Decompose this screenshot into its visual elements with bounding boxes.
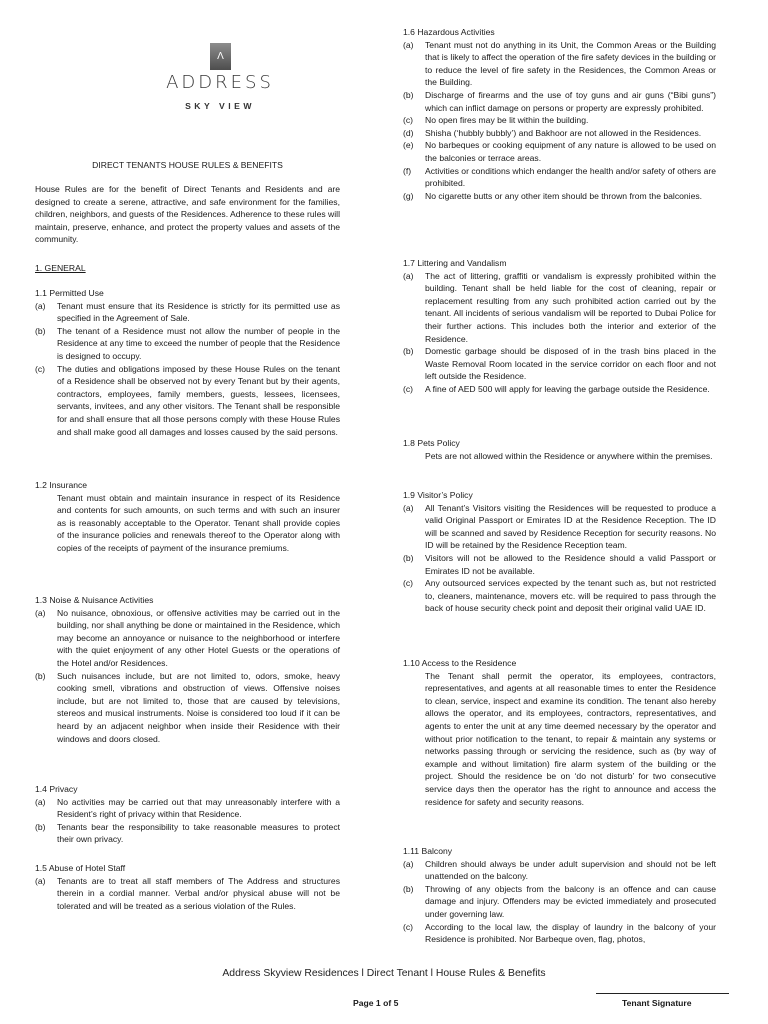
list-item: (c) The duties and obligations imposed by these House Rules on the tenant of a Residence shall be observed not by every Tenant but by their agents, contractors, employees, family members, guests, lessees, licensees, servants, invitees, and any other visitors. The Tenant shall be responsible for and shall ensure that all those persons comply with these House Rules and shall make good all damages and losses caused by the said persons. (35, 363, 340, 437)
list-item: (e) No barbeques or cooking equipment of any nature is allowed to be used on the balconies or terrace areas. (403, 140, 716, 163)
section-heading: 1.7 Littering and Vandalism (403, 258, 507, 268)
logo-mark-icon: Λ (210, 43, 231, 70)
address-sky-view-logo (155, 43, 290, 113)
section-text: Pets are not allowed within the Residence or anywhere within the premises. (425, 450, 713, 461)
section-1-4 (35, 783, 340, 846)
list-item: (b) Tenants bear the responsibility to take reasonable measures to protect their own privacy. (35, 821, 340, 845)
list-item: (g) No cigarette butts or any other item should be thrown from the balconies. (403, 190, 703, 201)
section-heading: 1.3 Noise & Nuisance Activities (35, 595, 154, 605)
list-item: (c) A fine of AED 500 will apply for leaving the garbage outside the Residence. (403, 383, 710, 394)
list-item: (a) Tenants are to treat all staff members of The Address and structures therein in a cordial manner. Verbal and/or physical abuse will not be tolerated and will be treated as a serious violation of the Rules. (35, 875, 340, 911)
footer-title: Address Skyview Residences l Direct Tenant l House Rules & Benefits (222, 968, 546, 979)
list-item: (c) According to the local law, the display of laundry in the balcony of your Residence is prohibited. Nor Barbeque oven, flag, photos, (403, 921, 716, 945)
section-1-1 (35, 287, 340, 438)
section-heading: 1.9 Visitor’s Policy (403, 490, 473, 500)
list-item: (b) Domestic garbage should be disposed of in the trash bins placed in the Waste Removal Room located in the service corridor on each floor and not left outside the Residence. (403, 346, 716, 382)
list-item: (a) The act of littering, graffiti or vandalism is expressly prohibited within the building. Tenant shall be held liable for the cost of cleaning, repair or replacement resulting from any such prohibited action carried out by the tenant. All incidents of serious vandalism will be reported to Dubai Police for their further actions. This includes both the interior and exterior of the Residence. (403, 270, 716, 344)
list-item: (a) Tenant must ensure that its Residence is strictly for its permitted use as specified in the Agreement of Sale. (35, 300, 340, 324)
section-heading: 1.11 Balcony (403, 846, 453, 856)
logo-subtitle: SKY VIEW (185, 101, 255, 111)
section-heading: 1.8 Pets Policy (403, 438, 460, 448)
section-1-6 (403, 26, 716, 202)
list-item: (d) Shisha (‘hubbly bubbly’) and Bakhoor are not allowed in the Residences. (403, 127, 702, 138)
section-1-11 (403, 845, 716, 946)
section-1-3 (35, 594, 340, 745)
document-title: DIRECT TENANTS HOUSE RULES & BENEFITS (92, 160, 283, 170)
section-heading: 1.6 Hazardous Activities (403, 27, 495, 37)
section-1-7 (403, 257, 716, 396)
section-1-8 (403, 437, 716, 462)
list-item: (f) Activities or conditions which endanger the health and/or safety of others are prohibited. (403, 165, 716, 189)
list-item: (b) Discharge of firearms and the use of toy guns and air guns (“Bibi guns”) which can inflict damage on persons or property are expressly prohibited. (403, 89, 716, 113)
section-heading: 1.2 Insurance (35, 480, 88, 490)
list-item: (b) Visitors will not be allowed to the Residence should a valid Passport or Emirates ID not be available. (403, 552, 716, 576)
intro-paragraph: House Rules are for the benefit of Direct Tenants and Residents and are designed to create a serene, attractive, and safe environment for the families, children, neighbors, and guests of the Residences. Adherence to these rules will maintain, preserve, enhance, and protect the property values and assets of the community. (35, 184, 340, 245)
list-item: (a) Children should always be under adult supervision and should not be left unattended on the balcony. (403, 858, 716, 882)
section-heading: 1.4 Privacy (35, 784, 78, 794)
section-heading: 1.5 Abuse of Hotel Staff (35, 863, 126, 873)
list-item: (a) No nuisance, obnoxious, or offensive activities may be carried out in the building, nor shall anything be done or maintained in the Residence, which may become an annoyance or nuisance to the neighborhood or interfere with the quiet enjoyment of any other Hotel Guests or the operations of the Hotel and/or Residences. (35, 607, 340, 668)
list-item: (a) Tenant must not do anything in its Unit, the Common Areas or the Building that is likely to affect the operation of the fire safety devices in the building or to reduce the level of fire safety in the Residences, the Common Areas or the Building. (403, 39, 716, 88)
section-1-2 (35, 479, 340, 555)
section-text: The Tenant shall permit the operator, its employees, contractors, representatives, and agents at all reasonable times to enter the Residence to clean, service, inspect and examine its condition. The tenant also hereby allows the operator, and its employees, contractors, representatives, and agents to enter the unit at any time deemed necessary by the operator and without prior notification to the tenant, to repair & maintain any systems or networks passing through or servicing the residence, such as (by way of example and without limitation) fire alarm system of the building or the project. Should the residence be on ‘do not disturb’ for two consecutive service days then the operator has the right to announce and access the residence for safety and security reasons. (425, 670, 716, 807)
page-number: Page 1 of 5 (353, 998, 399, 1008)
list-item: (a) All Tenant’s Visitors visiting the Residences will be requested to produce a valid Original Passport or Emirates ID at the Residence Reception. The ID will be scanned and saved by Residence Reception for security reasons. No ID will be retained by the Residence Reception team. (403, 502, 716, 551)
signature-label: Tenant Signature (622, 998, 692, 1008)
section-text: Tenant must obtain and maintain insurance in respect of its Residence and contents for such amounts, on such terms and with such an insurer as is reasonably acceptable to the Operator. Tenant shall provide copies of the insurance policies and renewals thereof to the Operator along with copies of the receipts of payment of the insurance premiums. (57, 492, 340, 553)
section-general-heading: 1. GENERAL (35, 263, 86, 273)
list-item: (b) Such nuisances include, but are not limited to, odors, smoke, heavy cooking smell, vibrations and obstruction of views. Offensive noises include, but are not limited to, those that are caused by televisions, stereos and musical instruments. Noise is considered too loud if it can be heard by an adjacent neighbor when inside their Residence with their windows and doors closed. (35, 670, 340, 744)
list-item: (c) No open fires may be lit within the building. (403, 115, 589, 126)
list-item: (c) Any outsourced services expected by the tenant such as, but not restricted to, cleaners, maintenance, movers etc. will be required to pass through the back of house security check point and deposit their original valid UAE ID. (403, 578, 716, 614)
section-heading: 1.10 Access to the Residence (403, 658, 517, 668)
logo-brand: ADDRESS (166, 72, 274, 93)
section-heading: 1.1 Permitted Use (35, 288, 104, 298)
list-item: (a) No activities may be carried out that may unreasonably interfere with a Resident’s right of privacy within that Residence. (35, 796, 340, 820)
list-item: (b) Throwing of any objects from the balcony is an offence and can cause damage and injury. Offenders may be evicted immediately and prosecuted under governing law. (403, 883, 716, 919)
list-item: (b) The tenant of a Residence must not allow the number of people in the Residence at any time to exceed the number of people that the Residence is designed to occupy. (35, 325, 340, 361)
section-1-5 (35, 862, 340, 912)
section-1-10 (403, 657, 716, 808)
signature-line (596, 993, 729, 994)
section-1-9 (403, 489, 716, 615)
